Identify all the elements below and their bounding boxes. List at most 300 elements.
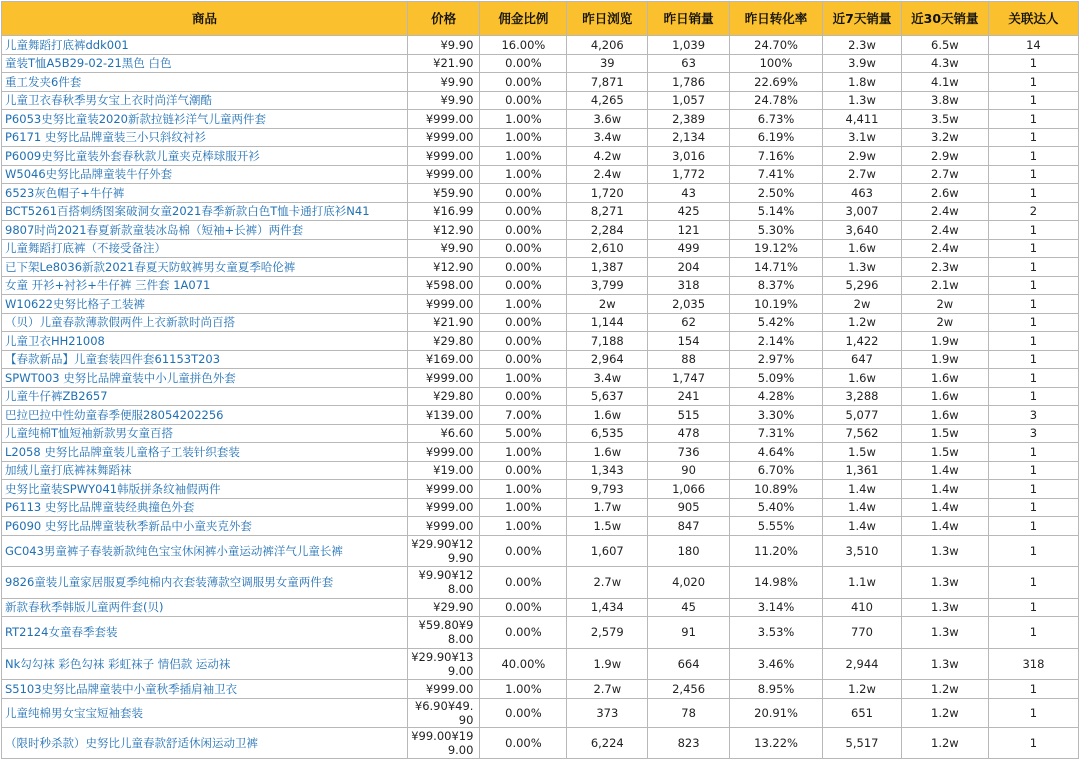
product-name-link[interactable]: 新款春秋季韩版儿童两件套(贝) bbox=[2, 598, 408, 617]
sales-7d-cell: 647 bbox=[823, 350, 902, 369]
sales-cell: 241 bbox=[648, 387, 730, 406]
product-name-link[interactable]: BCT5261百搭刺绣图案破洞女童2021春季新款白色T恤卡通打底衫N41 bbox=[2, 202, 408, 221]
talents-cell: 1 bbox=[988, 480, 1078, 499]
views-cell: 4,265 bbox=[567, 91, 648, 110]
sales-cell: 90 bbox=[648, 461, 730, 480]
product-name-link[interactable]: 儿童牛仔裤ZB2657 bbox=[2, 387, 408, 406]
sales-7d-cell: 3.1w bbox=[823, 128, 902, 147]
header-views[interactable]: 昨日浏览 bbox=[567, 2, 648, 36]
product-name-link[interactable]: S5103史努比品牌童装中小童秋季插肩袖卫衣 bbox=[2, 680, 408, 699]
sales-cell: 1,057 bbox=[648, 91, 730, 110]
sales-cell: 204 bbox=[648, 258, 730, 277]
product-name-link[interactable]: RT2124女童春季套装 bbox=[2, 617, 408, 649]
price-cell: ¥29.90¥129.90 bbox=[407, 535, 479, 567]
sales-7d-cell: 1.2w bbox=[823, 680, 902, 699]
commission-cell: 0.00% bbox=[480, 221, 567, 240]
sales-7d-cell: 1.3w bbox=[823, 258, 902, 277]
header-product[interactable]: 商品 bbox=[2, 2, 408, 36]
commission-cell: 0.00% bbox=[480, 54, 567, 73]
sales-30d-cell: 1.3w bbox=[901, 567, 988, 599]
conversion-cell: 5.55% bbox=[729, 517, 822, 536]
sales-cell: 2,456 bbox=[648, 680, 730, 699]
commission-cell: 1.00% bbox=[480, 110, 567, 129]
commission-cell: 1.00% bbox=[480, 680, 567, 699]
views-cell: 6,224 bbox=[567, 727, 648, 759]
product-name-link[interactable]: W10622史努比格子工装裤 bbox=[2, 295, 408, 314]
views-cell: 6,535 bbox=[567, 424, 648, 443]
price-cell: ¥169.00 bbox=[407, 350, 479, 369]
sales-7d-cell: 3,640 bbox=[823, 221, 902, 240]
table-row[interactable] bbox=[2, 147, 1079, 166]
talents-cell: 1 bbox=[988, 332, 1078, 351]
commission-cell: 0.00% bbox=[480, 91, 567, 110]
table-row[interactable] bbox=[2, 295, 1079, 314]
sales-cell: 425 bbox=[648, 202, 730, 221]
table-row[interactable] bbox=[2, 567, 1079, 599]
sales-30d-cell: 1.4w bbox=[901, 461, 988, 480]
conversion-cell: 5.14% bbox=[729, 202, 822, 221]
talents-cell: 14 bbox=[988, 36, 1078, 55]
sales-cell: 515 bbox=[648, 406, 730, 425]
sales-cell: 3,016 bbox=[648, 147, 730, 166]
conversion-cell: 5.40% bbox=[729, 498, 822, 517]
sales-30d-cell: 2.3w bbox=[901, 258, 988, 277]
table-row[interactable] bbox=[2, 698, 1079, 727]
talents-cell: 1 bbox=[988, 147, 1078, 166]
talents-cell: 2 bbox=[988, 202, 1078, 221]
conversion-cell: 10.89% bbox=[729, 480, 822, 499]
commission-cell: 0.00% bbox=[480, 313, 567, 332]
talents-cell: 1 bbox=[988, 535, 1078, 567]
table-row[interactable] bbox=[2, 221, 1079, 240]
header-sales[interactable]: 昨日销量 bbox=[648, 2, 730, 36]
header-conversion[interactable]: 昨日转化率 bbox=[729, 2, 822, 36]
price-cell: ¥21.90 bbox=[407, 313, 479, 332]
table-row[interactable] bbox=[2, 165, 1079, 184]
sales-cell: 154 bbox=[648, 332, 730, 351]
sales-cell: 88 bbox=[648, 350, 730, 369]
conversion-cell: 19.12% bbox=[729, 239, 822, 258]
table-row[interactable] bbox=[2, 202, 1079, 221]
commission-cell: 0.00% bbox=[480, 258, 567, 277]
sales-7d-cell: 1.6w bbox=[823, 239, 902, 258]
sales-7d-cell: 2.3w bbox=[823, 36, 902, 55]
sales-cell: 736 bbox=[648, 443, 730, 462]
conversion-cell: 2.14% bbox=[729, 332, 822, 351]
sales-7d-cell: 3.9w bbox=[823, 54, 902, 73]
price-cell: ¥999.00 bbox=[407, 165, 479, 184]
talents-cell: 1 bbox=[988, 91, 1078, 110]
header-price[interactable]: 价格 bbox=[407, 2, 479, 36]
table-row[interactable] bbox=[2, 424, 1079, 443]
table-row[interactable] bbox=[2, 91, 1079, 110]
price-cell: ¥999.00 bbox=[407, 443, 479, 462]
talents-cell: 1 bbox=[988, 350, 1078, 369]
sales-7d-cell: 1.3w bbox=[823, 91, 902, 110]
commission-cell: 0.00% bbox=[480, 73, 567, 92]
sales-cell: 1,772 bbox=[648, 165, 730, 184]
product-name-link[interactable]: 9826童装儿童家居服夏季纯棉内衣套装薄款空调服男女童两件套 bbox=[2, 567, 408, 599]
sales-cell: 2,035 bbox=[648, 295, 730, 314]
views-cell: 3.4w bbox=[567, 369, 648, 388]
commission-cell: 1.00% bbox=[480, 480, 567, 499]
price-cell: ¥12.90 bbox=[407, 258, 479, 277]
commission-cell: 7.00% bbox=[480, 406, 567, 425]
sales-7d-cell: 4,411 bbox=[823, 110, 902, 129]
product-name-link[interactable]: 9807时尚2021春夏新款童装冰岛棉（短袖+长裤）两件套 bbox=[2, 221, 408, 240]
sales-30d-cell: 1.3w bbox=[901, 535, 988, 567]
talents-cell: 1 bbox=[988, 498, 1078, 517]
sales-7d-cell: 770 bbox=[823, 617, 902, 649]
talents-cell: 1 bbox=[988, 617, 1078, 649]
views-cell: 1.5w bbox=[567, 517, 648, 536]
talents-cell: 1 bbox=[988, 443, 1078, 462]
header-sales-7d[interactable]: 近7天销量 bbox=[823, 2, 902, 36]
views-cell: 2.7w bbox=[567, 680, 648, 699]
commission-cell: 1.00% bbox=[480, 498, 567, 517]
product-name-link[interactable]: P6171 史努比品牌童装三小只斜纹衬衫 bbox=[2, 128, 408, 147]
table-row[interactable] bbox=[2, 535, 1079, 567]
product-name-link[interactable]: 儿童舞蹈打底裤（不接受备注） bbox=[2, 239, 408, 258]
sales-30d-cell: 2w bbox=[901, 295, 988, 314]
product-name-link[interactable]: 6523灰色帽子+牛仔裤 bbox=[2, 184, 408, 203]
price-cell: ¥16.99 bbox=[407, 202, 479, 221]
sales-cell: 823 bbox=[648, 727, 730, 759]
price-cell: ¥9.90 bbox=[407, 239, 479, 258]
views-cell: 39 bbox=[567, 54, 648, 73]
views-cell: 1,607 bbox=[567, 535, 648, 567]
views-cell: 4,206 bbox=[567, 36, 648, 55]
product-name-link[interactable]: 重工发夹6件套 bbox=[2, 73, 408, 92]
sales-cell: 664 bbox=[648, 648, 730, 680]
views-cell: 9,793 bbox=[567, 480, 648, 499]
sales-cell: 180 bbox=[648, 535, 730, 567]
table-row[interactable] bbox=[2, 443, 1079, 462]
table-row[interactable] bbox=[2, 387, 1079, 406]
sales-cell: 1,066 bbox=[648, 480, 730, 499]
views-cell: 8,271 bbox=[567, 202, 648, 221]
sales-30d-cell: 1.2w bbox=[901, 727, 988, 759]
commission-cell: 0.00% bbox=[480, 698, 567, 727]
product-name-link[interactable]: 儿童纯棉T恤短袖新款男女童百搭 bbox=[2, 424, 408, 443]
views-cell: 1,434 bbox=[567, 598, 648, 617]
sales-cell: 45 bbox=[648, 598, 730, 617]
header-sales-30d[interactable]: 近30天销量 bbox=[901, 2, 988, 36]
views-cell: 4.2w bbox=[567, 147, 648, 166]
sales-30d-cell: 2.7w bbox=[901, 165, 988, 184]
views-cell: 7,188 bbox=[567, 332, 648, 351]
sales-30d-cell: 3.2w bbox=[901, 128, 988, 147]
price-cell: ¥999.00 bbox=[407, 517, 479, 536]
price-cell: ¥12.90 bbox=[407, 221, 479, 240]
product-name-link[interactable]: （限时秒杀款）史努比儿童春款舒适休闲运动卫裤 bbox=[2, 727, 408, 759]
sales-7d-cell: 5,517 bbox=[823, 727, 902, 759]
table-row[interactable] bbox=[2, 184, 1079, 203]
product-name-link[interactable]: Nk勾勾袜 彩色勾袜 彩虹袜子 情侣款 运动袜 bbox=[2, 648, 408, 680]
conversion-cell: 14.98% bbox=[729, 567, 822, 599]
table-row[interactable] bbox=[2, 517, 1079, 536]
sales-30d-cell: 2.4w bbox=[901, 221, 988, 240]
table-row[interactable] bbox=[2, 598, 1079, 617]
sales-7d-cell: 463 bbox=[823, 184, 902, 203]
sales-cell: 478 bbox=[648, 424, 730, 443]
product-name-link[interactable]: （贝）儿童春款薄款假两件上衣新款时尚百搭 bbox=[2, 313, 408, 332]
price-cell: ¥999.00 bbox=[407, 480, 479, 499]
table-row[interactable] bbox=[2, 480, 1079, 499]
sales-cell: 91 bbox=[648, 617, 730, 649]
conversion-cell: 3.53% bbox=[729, 617, 822, 649]
sales-30d-cell: 6.5w bbox=[901, 36, 988, 55]
product-name-link[interactable]: 【春款新品】儿童套装四件套61153T203 bbox=[2, 350, 408, 369]
price-cell: ¥999.00 bbox=[407, 369, 479, 388]
commission-cell: 1.00% bbox=[480, 443, 567, 462]
table-row[interactable] bbox=[2, 648, 1079, 680]
table-row[interactable] bbox=[2, 313, 1079, 332]
price-cell: ¥6.60 bbox=[407, 424, 479, 443]
table-row[interactable] bbox=[2, 36, 1079, 55]
sales-30d-cell: 1.3w bbox=[901, 617, 988, 649]
sales-7d-cell: 2w bbox=[823, 295, 902, 314]
views-cell: 1,720 bbox=[567, 184, 648, 203]
price-cell: ¥29.90 bbox=[407, 598, 479, 617]
sales-cell: 4,020 bbox=[648, 567, 730, 599]
sales-30d-cell: 3.5w bbox=[901, 110, 988, 129]
views-cell: 1.6w bbox=[567, 443, 648, 462]
table-row[interactable] bbox=[2, 369, 1079, 388]
price-cell: ¥29.80 bbox=[407, 387, 479, 406]
sales-30d-cell: 1.6w bbox=[901, 406, 988, 425]
views-cell: 2,579 bbox=[567, 617, 648, 649]
views-cell: 1,387 bbox=[567, 258, 648, 277]
price-cell: ¥598.00 bbox=[407, 276, 479, 295]
talents-cell: 1 bbox=[988, 727, 1078, 759]
table-row[interactable] bbox=[2, 128, 1079, 147]
price-cell: ¥21.90 bbox=[407, 54, 479, 73]
commission-cell: 5.00% bbox=[480, 424, 567, 443]
sales-7d-cell: 1,422 bbox=[823, 332, 902, 351]
product-name-link[interactable]: 儿童纯棉男女宝宝短袖套装 bbox=[2, 698, 408, 727]
commission-cell: 0.00% bbox=[480, 350, 567, 369]
sales-cell: 121 bbox=[648, 221, 730, 240]
sales-30d-cell: 1.9w bbox=[901, 332, 988, 351]
views-cell: 1.6w bbox=[567, 406, 648, 425]
conversion-cell: 7.16% bbox=[729, 147, 822, 166]
sales-7d-cell: 2.7w bbox=[823, 165, 902, 184]
sales-7d-cell: 1.5w bbox=[823, 443, 902, 462]
sales-30d-cell: 1.5w bbox=[901, 443, 988, 462]
commission-cell: 0.00% bbox=[480, 535, 567, 567]
price-cell: ¥999.00 bbox=[407, 110, 479, 129]
commission-cell: 1.00% bbox=[480, 369, 567, 388]
product-name-link[interactable]: 女童 开衫+衬衫+牛仔裤 三件套 1A071 bbox=[2, 276, 408, 295]
table-row[interactable] bbox=[2, 406, 1079, 425]
table-row[interactable] bbox=[2, 258, 1079, 277]
conversion-cell: 2.50% bbox=[729, 184, 822, 203]
talents-cell: 1 bbox=[988, 276, 1078, 295]
conversion-cell: 24.78% bbox=[729, 91, 822, 110]
table-row[interactable] bbox=[2, 54, 1079, 73]
views-cell: 2w bbox=[567, 295, 648, 314]
talents-cell: 1 bbox=[988, 165, 1078, 184]
conversion-cell: 5.09% bbox=[729, 369, 822, 388]
table-row[interactable] bbox=[2, 239, 1079, 258]
sales-30d-cell: 1.6w bbox=[901, 387, 988, 406]
price-cell: ¥59.80¥98.00 bbox=[407, 617, 479, 649]
commission-cell: 16.00% bbox=[480, 36, 567, 55]
table-body bbox=[2, 36, 1079, 759]
conversion-cell: 5.42% bbox=[729, 313, 822, 332]
talents-cell: 1 bbox=[988, 567, 1078, 599]
table-row[interactable] bbox=[2, 350, 1079, 369]
sales-30d-cell: 2.6w bbox=[901, 184, 988, 203]
talents-cell: 3 bbox=[988, 424, 1078, 443]
talents-cell: 1 bbox=[988, 698, 1078, 727]
product-name-link[interactable]: 已下架Le8036新款2021春夏天防蚊裤男女童夏季哈伦裤 bbox=[2, 258, 408, 277]
talents-cell: 1 bbox=[988, 221, 1078, 240]
talents-cell: 318 bbox=[988, 648, 1078, 680]
commission-cell: 1.00% bbox=[480, 517, 567, 536]
product-name-link[interactable]: P6113 史努比品牌童装经典撞色外套 bbox=[2, 498, 408, 517]
commission-cell: 0.00% bbox=[480, 202, 567, 221]
product-name-link[interactable]: 史努比童装SPWY041韩版拼条纹袖假两件 bbox=[2, 480, 408, 499]
conversion-cell: 8.95% bbox=[729, 680, 822, 699]
price-cell: ¥9.90¥128.00 bbox=[407, 567, 479, 599]
sales-30d-cell: 1.3w bbox=[901, 598, 988, 617]
views-cell: 1.7w bbox=[567, 498, 648, 517]
table-row[interactable] bbox=[2, 617, 1079, 649]
price-cell: ¥9.90 bbox=[407, 36, 479, 55]
sales-30d-cell: 2.4w bbox=[901, 202, 988, 221]
price-cell: ¥59.90 bbox=[407, 184, 479, 203]
conversion-cell: 3.14% bbox=[729, 598, 822, 617]
conversion-cell: 22.69% bbox=[729, 73, 822, 92]
table-row[interactable] bbox=[2, 727, 1079, 759]
talents-cell: 1 bbox=[988, 387, 1078, 406]
sales-7d-cell: 1.1w bbox=[823, 567, 902, 599]
sales-cell: 2,389 bbox=[648, 110, 730, 129]
sales-7d-cell: 3,288 bbox=[823, 387, 902, 406]
product-name-link[interactable]: GC043男童裤子春装新款纯色宝宝休闲裤小童运动裤洋气儿童长裤 bbox=[2, 535, 408, 567]
product-name-link[interactable]: SPWT003 史努比品牌童装中小儿童拼色外套 bbox=[2, 369, 408, 388]
price-cell: ¥19.00 bbox=[407, 461, 479, 480]
table-row[interactable] bbox=[2, 276, 1079, 295]
product-name-link[interactable]: 加绒儿童打底裤袜舞蹈袜 bbox=[2, 461, 408, 480]
table-row[interactable] bbox=[2, 680, 1079, 699]
sales-7d-cell: 1.6w bbox=[823, 369, 902, 388]
table-row[interactable] bbox=[2, 73, 1079, 92]
views-cell: 3.6w bbox=[567, 110, 648, 129]
sales-30d-cell: 1.5w bbox=[901, 424, 988, 443]
talents-cell: 1 bbox=[988, 239, 1078, 258]
sales-30d-cell: 4.3w bbox=[901, 54, 988, 73]
product-name-link[interactable]: 儿童卫衣春秋季男女宝上衣时尚洋气潮酷 bbox=[2, 91, 408, 110]
views-cell: 3.4w bbox=[567, 128, 648, 147]
conversion-cell: 2.97% bbox=[729, 350, 822, 369]
sales-7d-cell: 2.9w bbox=[823, 147, 902, 166]
sales-30d-cell: 4.1w bbox=[901, 73, 988, 92]
views-cell: 2,284 bbox=[567, 221, 648, 240]
sales-cell: 63 bbox=[648, 54, 730, 73]
product-name-link[interactable]: L2058 史努比品牌童装儿童格子工装针织套装 bbox=[2, 443, 408, 462]
sales-30d-cell: 1.4w bbox=[901, 480, 988, 499]
sales-30d-cell: 1.6w bbox=[901, 369, 988, 388]
sales-30d-cell: 1.3w bbox=[901, 648, 988, 680]
price-cell: ¥99.00¥199.00 bbox=[407, 727, 479, 759]
commission-cell: 0.00% bbox=[480, 387, 567, 406]
sales-cell: 905 bbox=[648, 498, 730, 517]
table-row[interactable] bbox=[2, 110, 1079, 129]
conversion-cell: 6.73% bbox=[729, 110, 822, 129]
views-cell: 1.9w bbox=[567, 648, 648, 680]
product-name-link[interactable]: P6090 史努比品牌童装秋季新品中小童夹克外套 bbox=[2, 517, 408, 536]
sales-cell: 847 bbox=[648, 517, 730, 536]
conversion-cell: 11.20% bbox=[729, 535, 822, 567]
price-cell: ¥29.80 bbox=[407, 332, 479, 351]
sales-cell: 1,039 bbox=[648, 36, 730, 55]
product-name-link[interactable]: W5046史努比品牌童装牛仔外套 bbox=[2, 165, 408, 184]
sales-7d-cell: 7,562 bbox=[823, 424, 902, 443]
product-name-link[interactable]: 儿童卫衣HH21008 bbox=[2, 332, 408, 351]
product-name-link[interactable]: P6009史努比童装外套春秋款儿童夹克棒球服开衫 bbox=[2, 147, 408, 166]
sales-30d-cell: 2.9w bbox=[901, 147, 988, 166]
talents-cell: 1 bbox=[988, 461, 1078, 480]
table-row[interactable] bbox=[2, 461, 1079, 480]
sales-7d-cell: 1,361 bbox=[823, 461, 902, 480]
talents-cell: 1 bbox=[988, 295, 1078, 314]
sales-7d-cell: 410 bbox=[823, 598, 902, 617]
table-row[interactable] bbox=[2, 332, 1079, 351]
talents-cell: 1 bbox=[988, 517, 1078, 536]
conversion-cell: 4.28% bbox=[729, 387, 822, 406]
conversion-cell: 3.46% bbox=[729, 648, 822, 680]
price-cell: ¥29.90¥139.00 bbox=[407, 648, 479, 680]
product-name-link[interactable]: P6053史努比童装2020新款拉链衫洋气儿童两件套 bbox=[2, 110, 408, 129]
sales-cell: 499 bbox=[648, 239, 730, 258]
commission-cell: 0.00% bbox=[480, 239, 567, 258]
sales-30d-cell: 2.1w bbox=[901, 276, 988, 295]
sales-30d-cell: 1.2w bbox=[901, 698, 988, 727]
header-talents[interactable]: 关联达人 bbox=[988, 2, 1078, 36]
talents-cell: 1 bbox=[988, 184, 1078, 203]
commission-cell: 1.00% bbox=[480, 295, 567, 314]
commission-cell: 0.00% bbox=[480, 598, 567, 617]
views-cell: 373 bbox=[567, 698, 648, 727]
commission-cell: 0.00% bbox=[480, 617, 567, 649]
header-commission[interactable]: 佣金比例 bbox=[480, 2, 567, 36]
sales-cell: 62 bbox=[648, 313, 730, 332]
commission-cell: 0.00% bbox=[480, 332, 567, 351]
sales-7d-cell: 1.4w bbox=[823, 517, 902, 536]
product-name-link[interactable]: 巴拉巴拉中性幼童春季便服28054202256 bbox=[2, 406, 408, 425]
table-row[interactable] bbox=[2, 498, 1079, 517]
talents-cell: 1 bbox=[988, 73, 1078, 92]
views-cell: 1,343 bbox=[567, 461, 648, 480]
price-cell: ¥999.00 bbox=[407, 680, 479, 699]
conversion-cell: 13.22% bbox=[729, 727, 822, 759]
commission-cell: 1.00% bbox=[480, 128, 567, 147]
talents-cell: 1 bbox=[988, 54, 1078, 73]
conversion-cell: 7.41% bbox=[729, 165, 822, 184]
product-name-link[interactable]: 童装T恤A5B29-02-21黑色 白色 bbox=[2, 54, 408, 73]
product-ranking-table bbox=[1, 1, 1079, 759]
views-cell: 2,610 bbox=[567, 239, 648, 258]
product-name-link[interactable]: 儿童舞蹈打底裤ddk001 bbox=[2, 36, 408, 55]
conversion-cell: 4.64% bbox=[729, 443, 822, 462]
sales-cell: 1,786 bbox=[648, 73, 730, 92]
commission-cell: 0.00% bbox=[480, 276, 567, 295]
talents-cell: 1 bbox=[988, 598, 1078, 617]
price-cell: ¥6.90¥49.90 bbox=[407, 698, 479, 727]
